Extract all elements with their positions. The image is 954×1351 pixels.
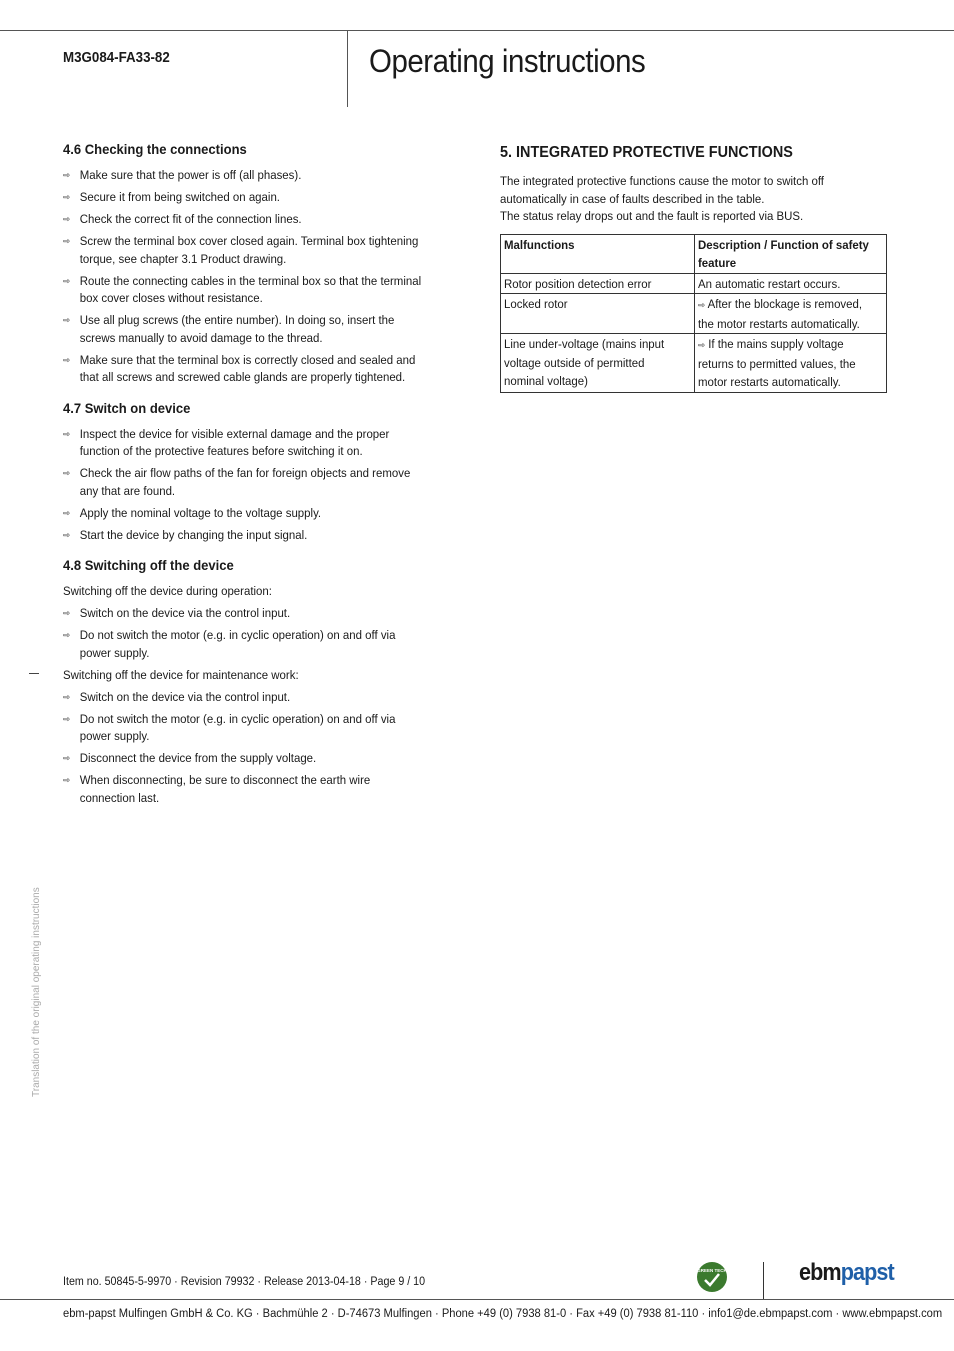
- ebmpapst-logo: ebmpapst: [799, 1259, 894, 1286]
- section-4-6: [63, 140, 426, 387]
- item-number-line: Item no. 50845-5-9970 · Revision 79932 · Release 2013-04-18 · Page 9 / 10: [63, 1276, 426, 1288]
- arrow-icon: ⇨: [63, 275, 71, 286]
- green-tech-badge-icon: GREEN TECH: [697, 1262, 727, 1292]
- arrow-icon: ⇨: [63, 713, 71, 724]
- translation-note: Translation of the original operating instructions: [31, 887, 42, 1097]
- description-cell: ⇨ If the mains supply voltage returns to permitted values, the motor restarts automatically.: [695, 334, 887, 393]
- list-item: ⇨ Use all plug screws (the entire number). In doing so, insert the screws manually to avoid damage to the thread.: [63, 313, 395, 345]
- paragraph: The status relay drops out and the fault is reported via BUS.: [500, 209, 804, 223]
- column-header-malfunctions: Malfunctions: [501, 234, 695, 273]
- arrow-icon: ⇨: [63, 315, 71, 325]
- malfunction-cell: Rotor position detection error: [501, 273, 695, 294]
- arrow-icon: ⇨: [63, 354, 71, 365]
- description-cell: An automatic restart occurs.: [695, 273, 887, 294]
- list-item: ⇨ Do not switch the motor (e.g. in cyclic operation) on and off via power supply.: [63, 628, 396, 660]
- company-address: ebm-papst Mulfingen GmbH & Co. KG · Bachmühle 2 · D-74673 Mulfingen · Phone +49 (0) 7938 81-0 · Fax +49 (0) 7938 81-110 · info1@de.ebmpapst.com · www.ebmpapst.com: [63, 1308, 943, 1320]
- arrow-icon: ⇨: [63, 529, 71, 540]
- arrow-icon: ⇨: [63, 192, 71, 202]
- section-5-intro: [500, 173, 863, 226]
- document-title: Operating instructions: [369, 43, 646, 79]
- list-item: ⇨ Make sure that the power is off (all phases).: [63, 167, 426, 185]
- paragraph: The integrated protective functions cause the motor to switch off automatically in case of faults described in the table.: [500, 174, 824, 206]
- list-item: ⇨ Make sure that the terminal box is correctly closed and sealed and that all screws and screwed cable glands are properly tightened.: [63, 352, 416, 384]
- bullet-list: [63, 167, 426, 387]
- list-item: ⇨ Check the correct fit of the connection lines.: [63, 211, 426, 229]
- arrow-icon: ⇨: [63, 428, 71, 439]
- paragraph: Switching off the device for maintenance work:: [63, 667, 299, 682]
- list-item: ⇨ Screw the terminal box cover closed again. Terminal box tightening torque, see chapter 3.1 Product drawing.: [63, 234, 419, 266]
- list-item: ⇨ Check the air flow paths of the fan for foreign objects and remove any that are found.: [63, 466, 411, 498]
- list-item: ⇨ Disconnect the device from the supply voltage.: [63, 750, 426, 768]
- section-heading: 4.6 Checking the connections: [63, 141, 247, 157]
- arrow-icon: ⇨: [698, 300, 706, 310]
- arrow-icon: ⇨: [63, 170, 71, 180]
- arrow-icon: ⇨: [63, 507, 71, 518]
- section-4-7: [63, 399, 426, 545]
- table-row: [501, 334, 887, 393]
- footer-rule: [0, 1299, 954, 1300]
- list-item: ⇨ Switch on the device via the control input.: [63, 689, 426, 707]
- section-heading: 4.7 Switch on device: [63, 399, 191, 416]
- column-header-description: Description / Function of safety feature: [695, 234, 887, 273]
- arrow-icon: ⇨: [63, 468, 71, 478]
- table-row: [501, 273, 887, 294]
- table-header-row: [501, 234, 887, 273]
- bullet-list: [63, 689, 426, 808]
- arrow-icon: ⇨: [63, 753, 71, 763]
- arrow-icon: ⇨: [698, 340, 706, 350]
- table-row: [501, 294, 887, 334]
- arrow-icon: ⇨: [63, 630, 71, 640]
- header-divider: [347, 30, 348, 107]
- arrow-icon: ⇨: [63, 236, 71, 246]
- section-4-8: [63, 556, 426, 807]
- bullet-list: [63, 605, 426, 662]
- list-item: ⇨ When disconnecting, be sure to disconnect the earth wire connection last.: [63, 773, 371, 805]
- list-item: ⇨ Apply the nominal voltage to the voltage supply.: [63, 505, 426, 523]
- list-item: ⇨ Secure it from being switched on again.: [63, 189, 426, 207]
- header-top-rule: [0, 30, 954, 31]
- list-item: ⇨ Start the device by changing the input signal.: [63, 527, 426, 545]
- left-column: [63, 140, 426, 819]
- list-item: ⇨ Inspect the device for visible external damage and the proper function of the protective features before switching it on.: [63, 426, 390, 458]
- section-5-heading: 5. INTEGRATED PROTECTIVE FUNCTIONS: [500, 144, 793, 161]
- arrow-icon: ⇨: [63, 691, 71, 702]
- checkmark-icon: [704, 1273, 720, 1287]
- arrow-icon: ⇨: [63, 608, 71, 618]
- right-column: [500, 140, 890, 393]
- list-item: ⇨ Route the connecting cables in the terminal box so that the terminal box cover closes without resistance.: [63, 273, 422, 305]
- malfunction-cell: Line under-voltage (mains input voltage outside of permitted nominal voltage): [501, 334, 695, 393]
- margin-mark: [29, 673, 39, 674]
- malfunction-cell: Locked rotor: [501, 294, 695, 334]
- model-number: M3G084-FA33-82: [63, 50, 170, 66]
- list-item: ⇨ Do not switch the motor (e.g. in cyclic operation) on and off via power supply.: [63, 711, 396, 743]
- logo-divider: [763, 1262, 764, 1299]
- bullet-list: [63, 426, 426, 545]
- description-cell: ⇨ After the blockage is removed, the motor restarts automatically.: [695, 294, 887, 334]
- list-item: ⇨ Switch on the device via the control input.: [63, 605, 426, 623]
- section-heading: 4.8 Switching off the device: [63, 557, 234, 573]
- arrow-icon: ⇨: [63, 214, 71, 224]
- protective-functions-table: [500, 234, 887, 393]
- paragraph: Switching off the device during operation:: [63, 584, 272, 598]
- arrow-icon: ⇨: [63, 775, 71, 785]
